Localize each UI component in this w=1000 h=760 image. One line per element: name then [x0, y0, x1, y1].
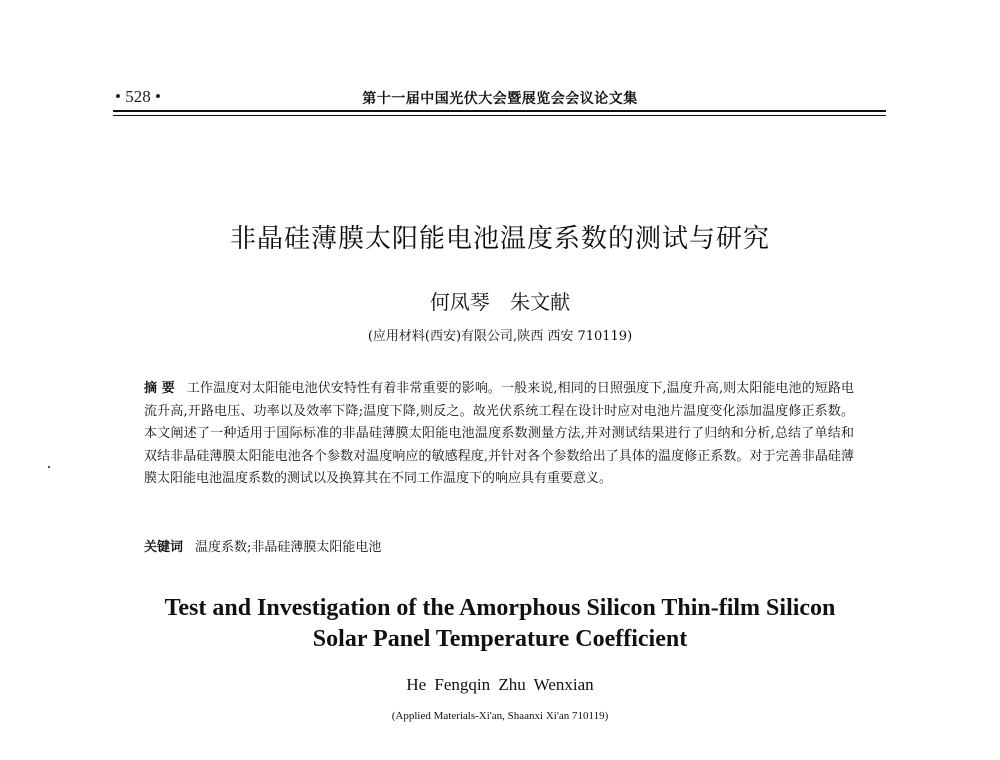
abstract-cn	[144, 378, 854, 491]
abstract-text: 工作温度对太阳能电池伏安特性有着非常重要的影响。一般来说,相同的日照强度下,温度升高,则太阳能电池的短路电流升高,开路电压、功率以及效率下降;温度下降,则反之。故光伏系统工程在设计时应对电池片温度变化添加温度修正系数。本文阐述了一种适用于国际标准的非晶硅薄膜太阳能电池温度系数测量方法,并对测试结果进行了归纳和分析,总结了单结和双结非晶硅薄膜太阳能电池各个参数对温度响应的敏感程度,并针对各个参数给出了具体的温度修正系数。对于完善非晶硅薄膜太阳能电池温度系数的测试以及换算其在不同工作温度下的响应具有重要意义。	[144, 381, 854, 486]
affiliation-cn: (应用材料(西安)有限公司,陕西 西安 710119)	[367, 329, 633, 344]
paper-title-en-line1: Test and Investigation of the Amorphous Silicon Thin-film Silicon	[164, 595, 836, 621]
paper-title-cn: 非晶硅薄膜太阳能电池温度系数的测试与研究	[229, 224, 770, 254]
header-rule-thick	[113, 110, 886, 112]
margin-dot	[48, 466, 50, 468]
paper-title-en	[0, 593, 1000, 655]
running-header: 第十一届中国光伏大会暨展览会会议论文集	[362, 91, 638, 107]
keywords-text: 温度系数;非晶硅薄膜太阳能电池	[195, 540, 382, 555]
page-number: • 528 •	[115, 87, 161, 106]
affiliation-en: (Applied Materials-Xi'an, Shaanxi Xi'an 710119)	[391, 710, 609, 722]
keywords-label: 关键词	[144, 540, 184, 555]
header-rule-thin	[113, 115, 886, 116]
authors-cn: 何凤琴 朱文献	[429, 290, 571, 314]
keywords-cn	[144, 536, 854, 555]
abstract-label: 摘 要	[144, 381, 175, 396]
authors-en: He Fengqin Zhu Wenxian	[406, 675, 594, 694]
paper-title-en-line2: Solar Panel Temperature Coefficient	[312, 626, 688, 652]
